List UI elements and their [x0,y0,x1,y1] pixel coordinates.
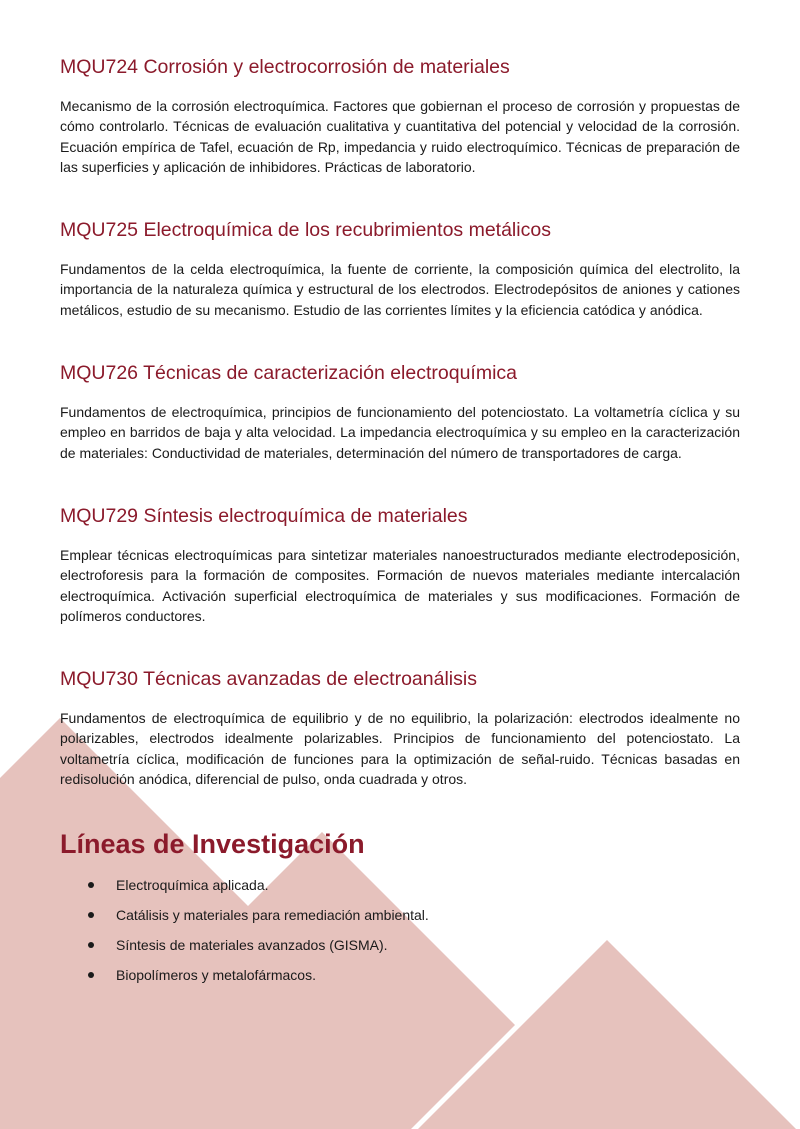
course-title: MQU726 Técnicas de caracterización electroquímica [60,362,518,385]
course-description: Fundamentos de electroquímica de equilibrio y de no equilibrio, la polarización: electrodos idealmente no polarizables, electrodos idealmente polarizables. Principios de funcionamiento del potenciostato. La voltametría cíclica, modificación de funciones para la optimización de señal-ruido. Técnicas basadas en redisolución anódica, diferencial de pulso, onda cuadrada y otros. [60,710,740,788]
research-lines-section [60,827,740,985]
course-title: MQU730 Técnicas avanzadas de electroanálisis [60,668,477,691]
course-title: MQU729 Síntesis electroquímica de materiales [60,504,468,527]
research-lines-title: Líneas de Investigación [60,829,365,860]
course-mqu725 [60,215,740,320]
bullet-icon [88,912,94,918]
course-title: MQU725 Electroquímica de los recubrimientos metálicos [60,219,551,242]
course-description: Mecanismo de la corrosión electroquímica. Factores que gobiernan el proceso de corrosión y propuestas de cómo controlarlo. Técnicas de evaluación cualitativa y cuantitativa del potencial y velocidad de la corrosión. Ecuación empírica de Tafel, ecuación de Rp, impedancia y ruido electroquímico. Técnicas de preparación de las superficies y aplicación de inhibidores. Prácticas de laboratorio. [60,98,740,175]
course-description: Fundamentos de electroquímica, principios de funcionamiento del potenciostato. La voltametría cíclica y su empleo en barridos de baja y alta velocidad. La impedancia electroquímica y su empleo en la caracterización de materiales: Conductividad de materiales, determinación del número de transportadores de carga. [60,404,740,461]
document-content [60,52,740,995]
list-item [60,935,740,955]
list-item-label: Biopolímeros y metalofármacos. [116,967,316,984]
bullet-icon [88,942,94,948]
course-description: Emplear técnicas electroquímicas para sintetizar materiales nanoestructurados mediante electrodeposición, electroforesis para la formación de composites. Formación de nuevos materiales mediante intercalación electroquímica. Activación superficial electroquímica de materiales y sus modificaciones. Formación de polímeros conductores. [60,546,740,624]
list-item [60,965,740,985]
course-mqu726 [60,358,740,463]
list-item-label: Síntesis de materiales avanzados (GISMA). [116,937,388,954]
course-description: Fundamentos de la celda electroquímica, la fuente de corriente, la composición química del electrolito, la importancia de la naturaleza química y estructural de los electrodos. Electrodepósitos de aniones y cationes metálicos, estudio de su mecanismo. Estudio de las corrientes límites y la eficiencia catódica y anódica. [60,261,740,318]
list-item-label: Catálisis y materiales para remediación ambiental. [116,907,429,924]
course-mqu730 [60,664,740,789]
course-mqu724 [60,52,740,177]
list-item [60,875,740,895]
list-item [60,905,740,925]
research-lines-list [60,875,740,985]
list-item-label: Electroquímica aplicada. [116,877,269,894]
bullet-icon [88,882,94,888]
course-title: MQU724 Corrosión y electrocorrosión de materiales [60,56,510,78]
bullet-icon [88,972,94,978]
course-mqu729 [60,501,740,626]
